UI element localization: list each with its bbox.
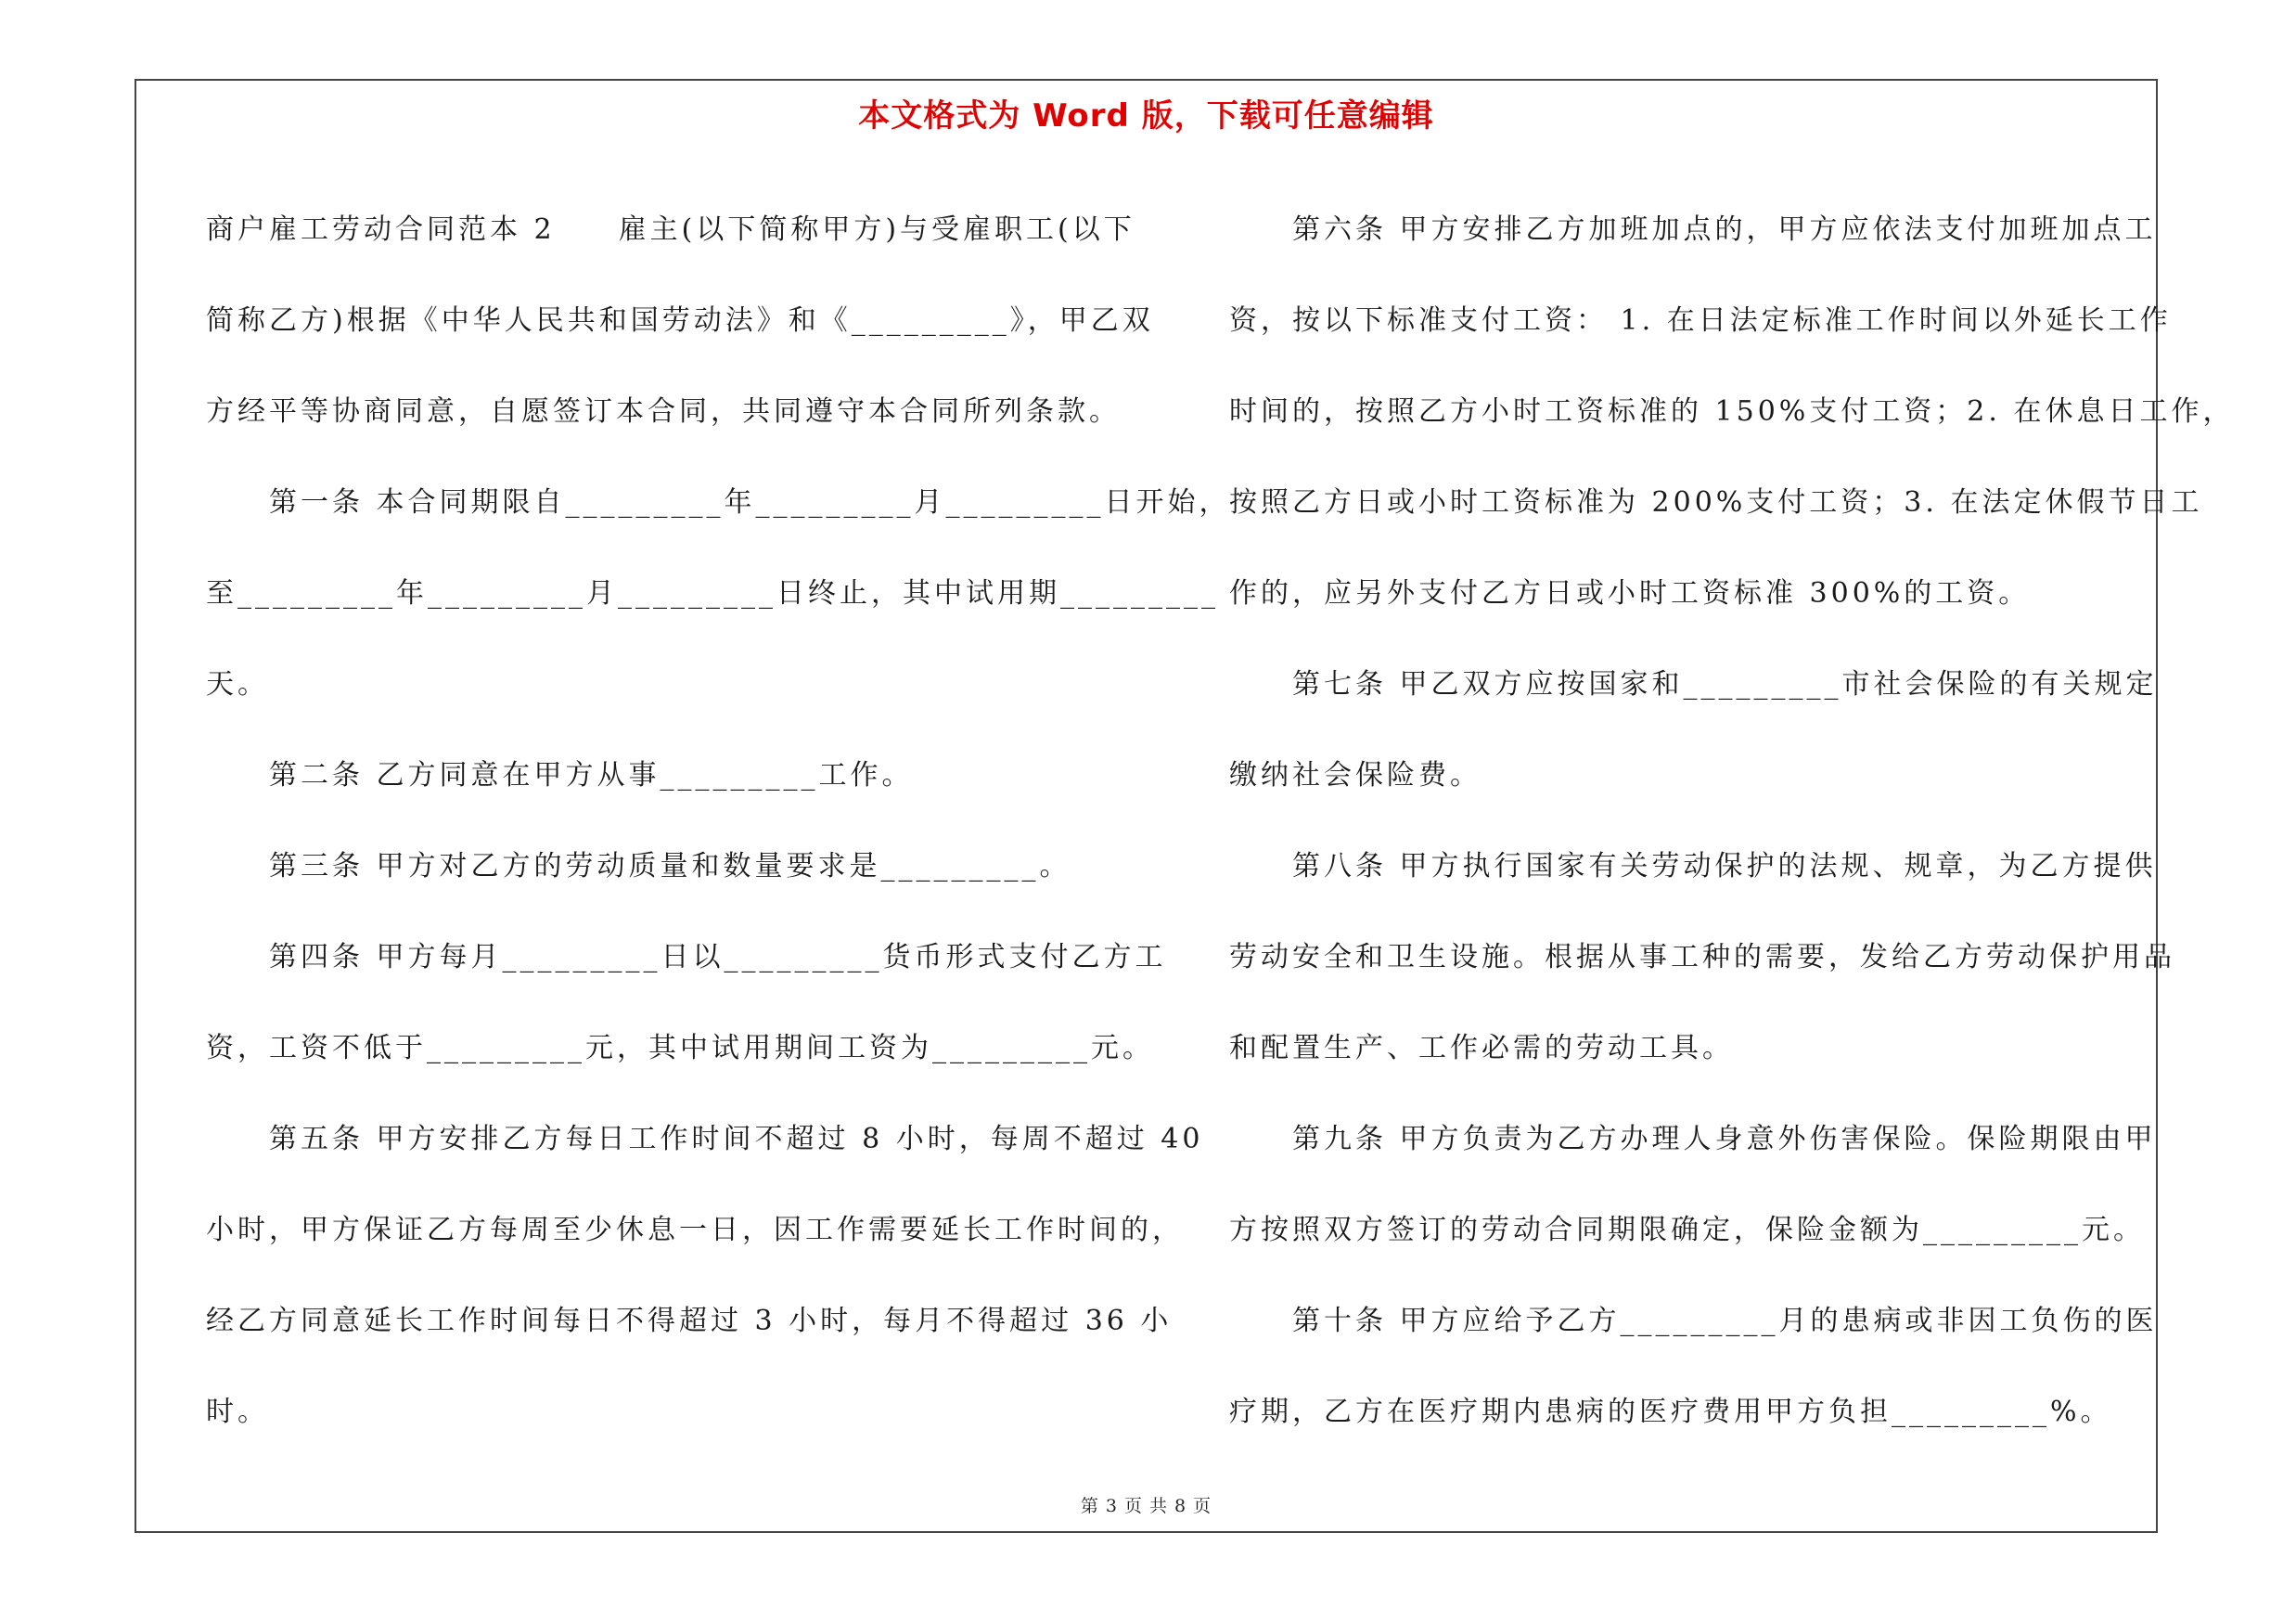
text-line: 资，按以下标准支付工资： 1. 在日法定标准工作时间以外延长工作 [1229,304,2172,337]
text-line: 第四条 甲方每月_________日以_________货币形式支付乙方工 [206,941,1167,973]
text-line: 方按照双方签订的劳动合同期限确定，保险金额为_________元。 [1229,1214,2145,1246]
text-line: 疗期，乙方在医疗期内患病的医疗费用甲方负担_________%。 [1229,1396,2112,1428]
text-line: 经乙方同意延长工作时间每日不得超过 3 小时，每月不得超过 36 小 [206,1305,1173,1337]
text-line: 第九条 甲方负责为乙方办理人身意外伤害保险。保险期限由甲 [1229,1123,2157,1155]
page-number: 第 3 页 共 8 页 [1080,1496,1212,1516]
text-line: 天。 [206,668,269,701]
text-line: 资，工资不低于_________元，其中试用期间工资为_________元。 [206,1032,1154,1064]
text-line: 商户雇工劳动合同范本 2 雇主(以下简称甲方)与受雇职工(以下 [206,213,1135,246]
text-line: 时间的，按照乙方小时工资标准的 150%支付工资；2. 在休息日工作， [1229,395,2235,428]
text-line: 作的，应另外支付乙方日或小时工资标准 300%的工资。 [1229,577,2031,610]
text-line: 至_________年_________月_________日终止，其中试用期_________ [206,577,1219,610]
text-line: 第六条 甲方安排乙方加班加点的，甲方应依法支付加班加点工 [1229,213,2157,246]
text-line: 第五条 甲方安排乙方每日工作时间不超过 8 小时，每周不超过 40 [206,1123,1204,1155]
text-line: 劳动安全和卫生设施。根据从事工种的需要，发给乙方劳动保护用品 [1229,941,2175,973]
text-line: 第十条 甲方应给予乙方_________月的患病或非因工负伤的医 [1229,1305,2158,1337]
text-line: 第二条 乙方同意在甲方从事_________工作。 [206,759,914,792]
text-line: 第一条 本合同期限自_________年_________月_________日开始， [206,486,1231,519]
text-line: 第三条 甲方对乙方的劳动质量和数量要求是_________。 [206,850,1071,882]
text-line: 小时，甲方保证乙方每周至少休息一日，因工作需要延长工作时间的， [206,1214,1184,1246]
text-line: 时。 [206,1396,269,1428]
document-page [135,79,2235,1533]
text-line: 缴纳社会保险费。 [1229,759,1481,792]
text-line: 第八条 甲方执行国家有关劳动保护的法规、规章，为乙方提供 [1229,850,2157,882]
text-line: 第七条 甲乙双方应按国家和_________市社会保险的有关规定 [1229,668,2158,701]
text-line: 简称乙方)根据《中华人民共和国劳动法》和《_________》，甲乙双 [206,304,1154,337]
text-line: 按照乙方日或小时工资标准为 200%支付工资；3. 在法定休假节日工 [1229,486,2203,519]
text-line: 和配置生产、工作必需的劳动工具。 [1229,1032,1734,1064]
left-column [206,185,1231,1458]
right-column [1229,185,2235,1458]
text-line: 方经平等协商同意，自愿签订本合同，共同遵守本合同所列条款。 [206,395,1121,428]
header-banner: 本文格式为 Word 版，下载可任意编辑 [858,97,1434,135]
